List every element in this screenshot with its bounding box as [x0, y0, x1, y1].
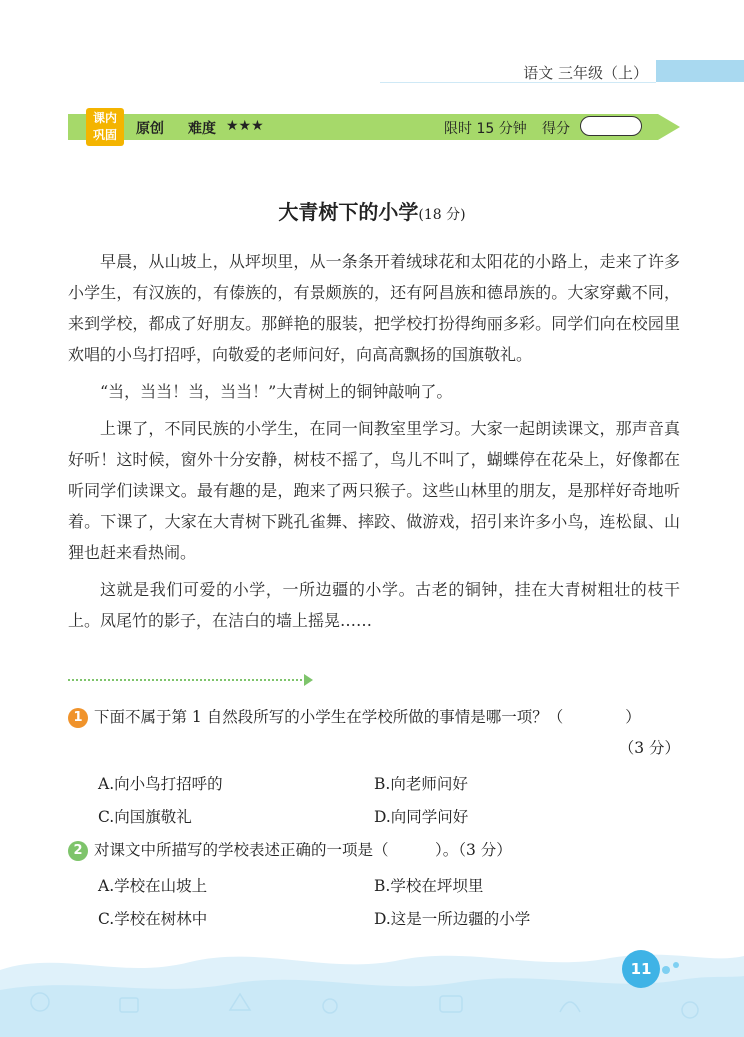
paragraph-3: 上课了，不同民族的小学生，在同一间教室里学习。大家一起朗读课文，那声音真好听！这时候，窗外十分安静，树枝不摇了，鸟儿不叫了，蝴蝶停在花朵上，好像都在听同学们读课文。最有趣的是，跑来了两只猴子。这些山林里的朋友，是那样好奇地听着。下课了，大家在大青树下跳孔雀舞、摔跤、做游戏，招引来许多小鸟，连松鼠、山狸也赶来看热闹。 — [68, 419, 680, 562]
question-1-points: （3 分） — [618, 739, 680, 757]
question-2 — [68, 838, 680, 861]
subject-header — [0, 60, 744, 82]
section-divider — [68, 679, 306, 683]
original-label: 原创 — [136, 121, 164, 137]
question-2-number-badge: 2 — [68, 841, 88, 861]
time-limit: 限时 15 分钟 — [444, 121, 527, 137]
section-banner — [68, 110, 680, 144]
subject-label: 语文 三年级（上） — [523, 64, 648, 82]
q1-option-d[interactable]: D.向同学问好 — [374, 808, 469, 826]
page-dot-decoration-small — [673, 962, 679, 968]
q2-option-a[interactable]: A.学校在山坡上 — [98, 877, 208, 895]
article-title-text: 大青树下的小学 — [278, 200, 419, 224]
badge-line1: 课内 — [92, 111, 117, 125]
q2-option-d[interactable]: D.这是一所边疆的小学 — [374, 910, 531, 928]
section-badge — [86, 108, 124, 146]
q2-option-b[interactable]: B.学校在坪坝里 — [374, 877, 484, 895]
page-dot-decoration — [662, 966, 670, 974]
question-1-number-badge: 1 — [68, 708, 88, 728]
difficulty-stars-icon: ★★★ — [226, 118, 264, 134]
question-1 — [68, 705, 680, 758]
article-points: (18 分) — [418, 207, 466, 223]
question-2-text: 对课文中所描写的学校表述正确的一项是（ ）。（3 分） — [94, 841, 512, 859]
q1-option-a[interactable]: A.向小鸟打招呼的 — [98, 775, 223, 793]
badge-line2: 巩固 — [92, 128, 117, 142]
article-passage — [68, 246, 680, 642]
page-number: 11 — [622, 950, 660, 988]
score-label: 得分 — [542, 121, 570, 137]
article-title — [0, 196, 744, 225]
q1-option-c[interactable]: C.向国旗敬礼 — [98, 808, 192, 826]
question-1-text: 下面不属于第 1 自然段所写的小学生在学校所做的事情是哪一项？（ ） — [94, 708, 641, 726]
score-input-box[interactable] — [580, 116, 642, 136]
q2-option-c[interactable]: C.学校在树林中 — [98, 910, 208, 928]
divider-arrow-icon — [304, 674, 313, 686]
subject-header-rule — [380, 82, 656, 83]
subject-header-bar — [656, 60, 744, 82]
paragraph-1: 早晨，从山坡上，从坪坝里，从一条条开着绒球花和太阳花的小路上，走来了许多小学生，有汉族的，有傣族的，有景颇族的，还有阿昌族和德昂族的。大家穿戴不同，来到学校，都成了好朋友。那鲜艳的服装，把学校打扮得绚丽多彩。同学们向在校园里欢唱的小鸟打招呼，向敬爱的老师问好，向高高飘扬的国旗敬礼。 — [68, 252, 680, 364]
difficulty-label: 难度 — [188, 121, 216, 137]
q1-option-b[interactable]: B.向老师问好 — [374, 775, 468, 793]
paragraph-2: “当，当当！当，当当！”大青树上的铜钟敲响了。 — [100, 382, 453, 401]
paragraph-4: 这就是我们可爱的小学，一所边疆的小学。古老的铜钟，挂在大青树粗壮的枝干上。凤尾竹的影子，在洁白的墙上摇晃…… — [68, 580, 680, 630]
